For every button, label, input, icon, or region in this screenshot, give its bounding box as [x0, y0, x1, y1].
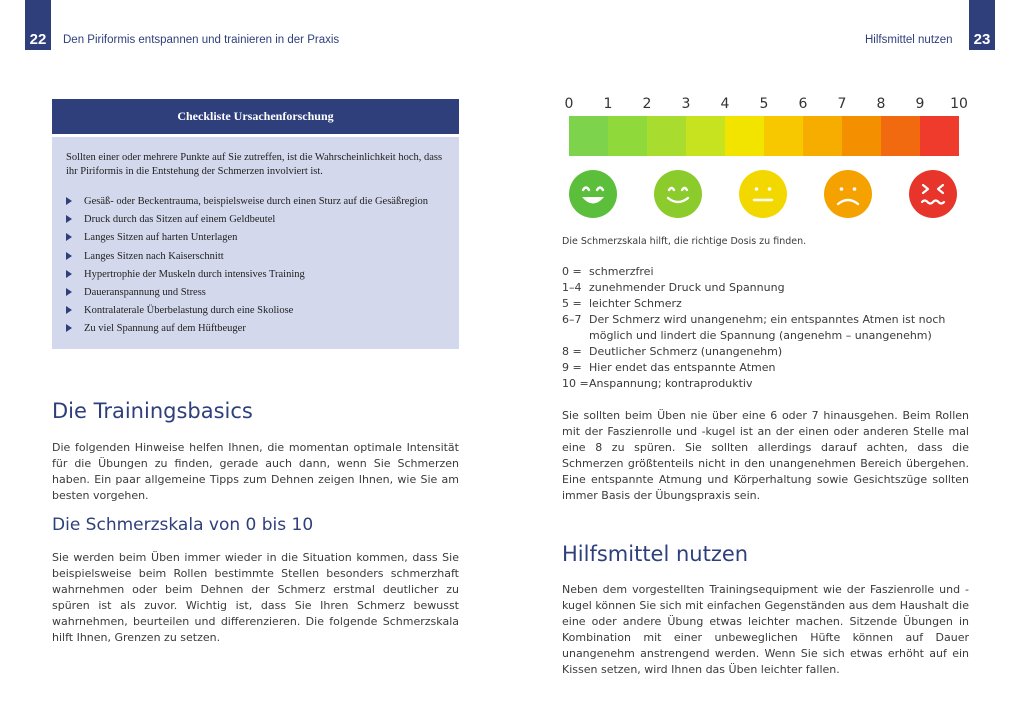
- paragraph-hilfsmittel: Neben dem vorgestellten Trainingsequipment wie der Faszienrolle und -kugel können Sie sich mit einfachen Gegenständen aus dem Haushalt die eine oder andere Übung etwas leichter machen. Sitzende Übungen in Kombination mit einer unbeweglichen Hüfte können auf Dauer unangenehm anstrengend werden. Wenn Sie sich etwas erhöht auf ein Kissen setzen, wird Ihnen das Üben leichter fallen.: [562, 583, 969, 676]
- scale-number: 0: [564, 96, 574, 112]
- bullet-triangle-icon: [66, 197, 72, 205]
- checklist-item-text: Langes Sitzen nach Kaiserschnitt: [84, 250, 224, 262]
- legend-row: [562, 376, 972, 392]
- legend-row: [562, 312, 972, 344]
- legend-key: 1–4: [562, 281, 582, 294]
- checklist-box: [52, 137, 459, 349]
- bullet-triangle-icon: [66, 324, 72, 332]
- checklist-item: [66, 193, 445, 211]
- legend-value: Anspannung; kontraproduktiv: [589, 377, 753, 390]
- pain-scale-numbers: [560, 96, 970, 114]
- scale-color-segment: [569, 116, 608, 156]
- scale-color-segment: [686, 116, 725, 156]
- checklist-item-text: Langes Sitzen auf harten Unterlagen: [84, 232, 238, 244]
- paragraph-dosis: Sie sollten beim Üben nie über eine 6 oder 7 hinausgehen. Beim Rollen mit der Faszienrolle und -kugel ist an der einen oder anderen Stelle mal eine 8 zu spüren. Sie sollten allerdings darauf achten, dass die Schmerzen größtenteils nicht in den unangenehmen Bereich übergehen. Eine entspannte Atmung und Körperhaltung sowie Gesichtszüge sollten immer Basis der Übungspraxis sein.: [562, 409, 969, 502]
- scale-color-segment: [764, 116, 803, 156]
- legend-key: 9 =: [562, 361, 582, 374]
- crying-face-icon: [909, 170, 957, 218]
- checklist-item-text: Daueranspannung und Stress: [84, 287, 206, 299]
- legend-key: 8 =: [562, 345, 582, 358]
- scale-number: 5: [759, 96, 769, 112]
- legend-key: 10 =: [562, 377, 589, 390]
- running-head-right: Hilfsmittel nutzen: [865, 34, 953, 46]
- scale-number: 4: [720, 96, 730, 112]
- laughing-face-icon: [569, 170, 617, 218]
- bullet-triangle-icon: [66, 233, 72, 241]
- legend-key: 6–7: [562, 313, 582, 326]
- scale-color-segment: [725, 116, 764, 156]
- page-number-right: 23: [969, 0, 995, 50]
- checklist-intro: Sollten einer oder mehrere Punkte auf Sie zutreffen, ist die Wahrscheinlichkeit hoch, dass ihr Piriformis in die Entstehung der Schmerzen involviert ist.: [66, 152, 443, 177]
- scale-number: 7: [837, 96, 847, 112]
- checklist-item: [66, 211, 445, 229]
- legend-key: 5 =: [562, 297, 582, 310]
- legend-row: [562, 296, 972, 312]
- checklist-item-text: Hypertrophie der Muskeln durch intensives Training: [84, 268, 305, 280]
- bullet-triangle-icon: [66, 288, 72, 296]
- scale-color-segment: [842, 116, 881, 156]
- legend-value: Hier endet das entspannte Atmen: [589, 361, 776, 374]
- legend-row: [562, 360, 972, 376]
- smiling-face-icon: [654, 170, 702, 218]
- scale-color-segment: [920, 116, 959, 156]
- scale-number: 2: [642, 96, 652, 112]
- heading-hilfsmittel: Hilfsmittel nutzen: [562, 542, 749, 566]
- checklist-item: [66, 248, 445, 266]
- checklist-item: [66, 320, 445, 338]
- paragraph-schmerzskala: Sie werden beim Üben immer wieder in die Situation kommen, dass Sie beispielsweise beim Rollen bestimmte Stellen besonders schmerzhaft wahrnehmen oder beim Dehnen der Schmerz erstmal deutlicher zu spüren ist als zuvor. Wichtig ist, dass Sie Ihren Schmerz bewusst wahrnehmen, beurteilen und differenzieren. Die folgende Schmerzskala hilft Ihnen, Grenzen zu setzen.: [52, 551, 459, 644]
- neutral-face-icon: [739, 170, 787, 218]
- checklist-item-text: Zu viel Spannung auf dem Hüftbeuger: [84, 323, 246, 335]
- scale-color-segment: [608, 116, 647, 156]
- scale-color-segment: [647, 116, 686, 156]
- page-number-left: 22: [25, 0, 51, 50]
- checklist-item: [66, 266, 445, 284]
- heading-trainingsbasics: Die Trainingsbasics: [52, 399, 253, 423]
- checklist-item-text: Kontralaterale Überbelastung durch eine Skoliose: [84, 305, 294, 317]
- scale-number: 3: [681, 96, 691, 112]
- scale-color-segment: [881, 116, 920, 156]
- figure-caption: Die Schmerzskala hilft, die richtige Dosis zu finden.: [562, 236, 807, 247]
- paragraph-trainingsbasics: Die folgenden Hinweise helfen Ihnen, die momentan optimale Intensität für die Übungen zu finden, gerade auch dann, wenn Sie Schmerzen haben. Ein paar allgemeine Tipps zum Dehnen zeigen Ihnen, wie Sie am besten vorgehen.: [52, 441, 459, 502]
- legend-row: [562, 280, 972, 296]
- legend-key: 0 =: [562, 265, 582, 278]
- checklist-item: [66, 302, 445, 320]
- scale-number: 6: [798, 96, 808, 112]
- pain-scale-bar: [569, 116, 959, 156]
- checklist-item-text: Druck durch das Sitzen auf einem Geldbeutel: [84, 214, 276, 226]
- checklist-item: [66, 229, 445, 247]
- running-head-left: Den Piriformis entspannen und trainieren in der Praxis: [63, 34, 340, 46]
- legend-value: schmerzfrei: [589, 265, 654, 278]
- checklist-item: [66, 284, 445, 302]
- legend-row: [562, 344, 972, 360]
- pain-scale-legend: [562, 264, 972, 392]
- heading-schmerzskala: Die Schmerzskala von 0 bis 10: [52, 515, 314, 535]
- scale-number: 1: [603, 96, 613, 112]
- checklist-list: [66, 193, 445, 339]
- checklist-title: Checkliste Ursachenforschung: [52, 99, 459, 134]
- bullet-triangle-icon: [66, 215, 72, 223]
- scale-number: 8: [876, 96, 886, 112]
- bullet-triangle-icon: [66, 252, 72, 260]
- frowning-face-icon: [824, 170, 872, 218]
- legend-value: zunehmender Druck und Spannung: [589, 281, 785, 294]
- scale-color-segment: [803, 116, 842, 156]
- legend-value: leichter Schmerz: [589, 297, 682, 310]
- bullet-triangle-icon: [66, 306, 72, 314]
- scale-number: 9: [915, 96, 925, 112]
- checklist-item-text: Gesäß- oder Beckentrauma, beispielsweise durch einen Sturz auf die Gesäßregion: [84, 196, 429, 207]
- scale-number: 10: [950, 96, 968, 112]
- legend-value: Deutlicher Schmerz (unangenehm): [589, 345, 783, 358]
- legend-row: [562, 264, 972, 280]
- legend-value: Der Schmerz wird unangenehm; ein entspanntes Atmen ist noch möglich und lindert die Spannung (angenehm – unangenehm): [589, 313, 946, 342]
- bullet-triangle-icon: [66, 270, 72, 278]
